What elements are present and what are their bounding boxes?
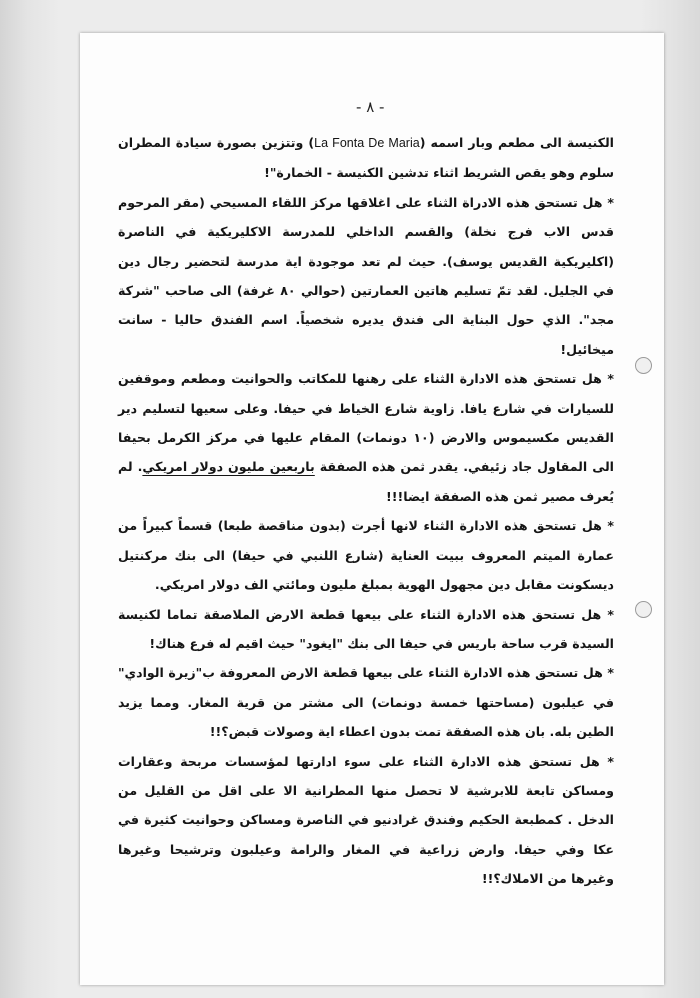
document-body xyxy=(118,128,614,894)
punch-hole-top xyxy=(635,357,652,374)
paragraph-item: * هل تستحق هذه الادارة الثناء على رهنها للمكاتب والحوانيت ومطعم وموقفين للسيارات في شارع يافا. زاوية شارع الخياط في حيفا. وعلى سعيها لتسليم دير القديس مكسيموس والارض (١٠ دونمات) المقام عليها في مركز الكرمل بحيفا الى المقاول جاد زئيفي. يقدر ثمن هذه الصفقة باربعين مليون دولار امريكي. لم يُعرف مصير ثمن هذه الصفقة ايضا!!! xyxy=(118,371,614,504)
paragraph-item: * هل تستحق هذه الادراة الثناء على اغلاقها مركز اللقاء المسيحي (مقر المرحوم قدس الاب فرج نخلة) والقسم الداخلي للمدرسة الاكليريكية في الناصرة (اكليريكية القديس يوسف). حيث لم تعد موجودة اية مدرسة لتحضير رجال دين في الجليل. لقد تمّ تسليم هاتين العمارتين (حوالي ٨٠ غرفة) الى صاحب "شركة مجد". الذي حول البناية الى فندق يديره شخصياً. اسم الفندق حاليا - سانت ميخائيل! xyxy=(118,194,614,357)
paragraph-item: * هل تستحق هذه الادارة الثناء على بيعها قطعة الارض المعروفة ب"زيرة الوادي" في عيلبون (مساحتها خمسة دونمات) الى مشتر من قرية المغار. ومما يزيد الطين بله. بان هذه الصفقة تمت بدون اعطاء اية وصولات قبض؟!! xyxy=(118,665,614,740)
paragraph-item: * هل تستحق هذه الادارة الثناء على بيعها قطعة الارض الملاصقة تماما لكنيسة السيدة قرب ساحة باريس في حيفا الى بنك "ايغود" حيث اقيم له فرع هناك! xyxy=(118,606,614,651)
paragraph-item: * هل تستحق هذه الادارة الثناء على سوء ادارتها لمؤسسات مربحة وعقارات ومساكن تابعة للابرشية لا تحصل منها المطرانية الا على اقل من القليل من الدخل . كمطبعة الحكيم وفندق غرادنيو في الناصرة ومساكن وحوانيت كثيرة في عكا وفي حيفا. وارض زراعية في المغار والرامة وعيلبون وترشيحا وغيرها وغيرها من الاملاك؟!! xyxy=(118,753,614,887)
restaurant-name: La Fonta De Maria xyxy=(314,136,420,150)
page-number: - ٨ - xyxy=(356,98,385,116)
paragraph-continuation: الكنيسة الى مطعم وبار اسمه (La Fonta De Maria) وتتزين بصورة سيادة المطران سلوم وهو يقص الشريط اثناء تدشين الكنيسة - الخمارة"! xyxy=(118,135,615,181)
underlined-amount: باربعين مليون دولار امريكي xyxy=(142,459,315,475)
paragraph-item: * هل تستحق هذه الادارة الثناء لانها أجرت (بدون مناقصة طبعا) قسماً كبيراً من عمارة الميتم المعروف ببيت العناية (شارع اللنبي في حيفا) الى بنك مركنتيل ديسكونت مقابل دين مجهول الهوية بمبلغ مليون ومائتي الف دولار امريكي. xyxy=(118,518,614,593)
punch-hole-bottom xyxy=(635,601,652,618)
